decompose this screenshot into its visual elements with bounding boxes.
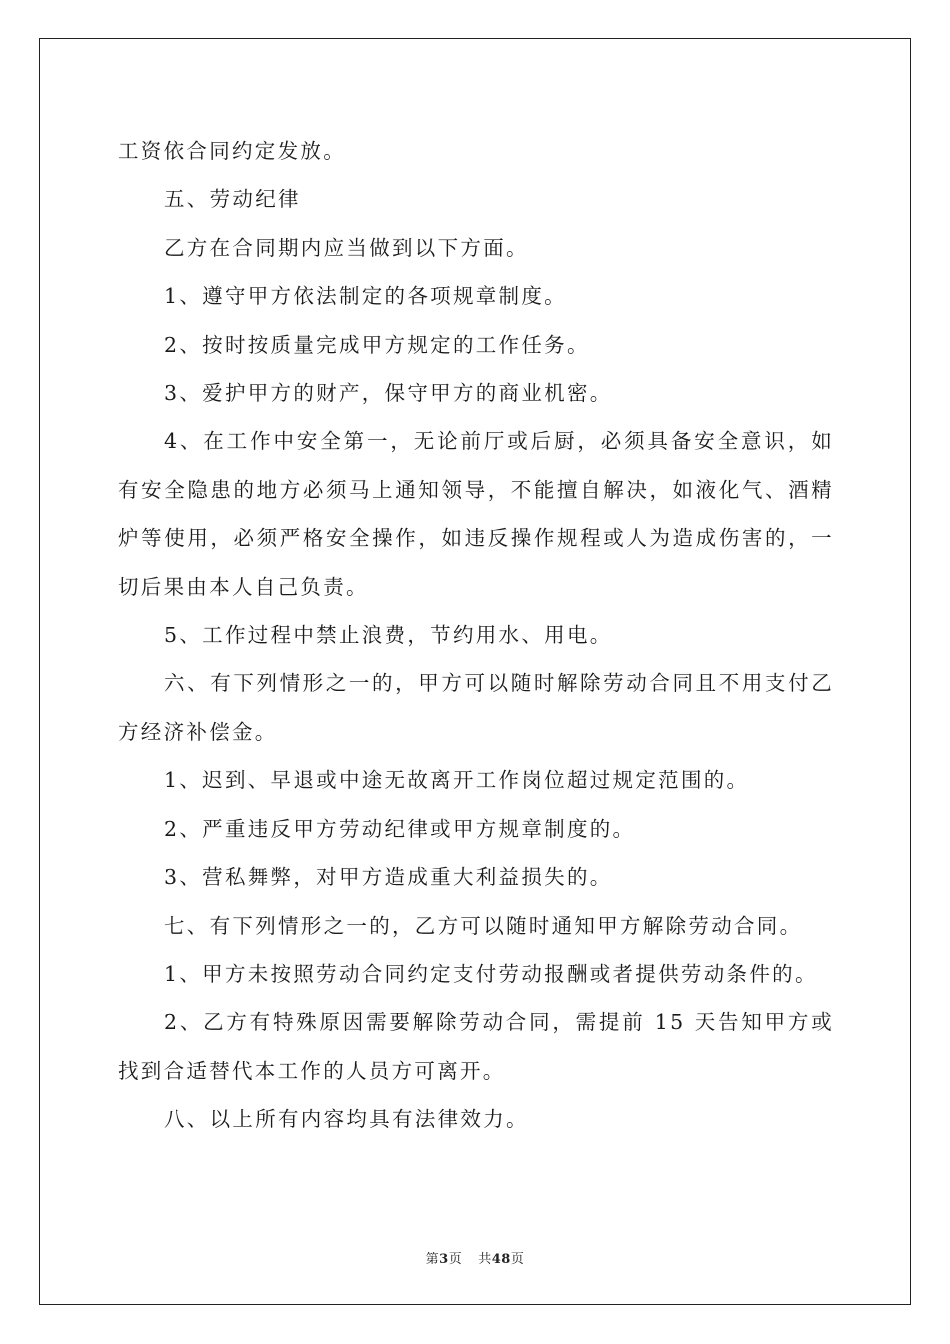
list-item: 4、在工作中安全第一，无论前厅或后厨，必须具备安全意识，如有安全隐患的地方必须马上通知领导，不能擅自解决，如液化气、酒精炉等使用，必须严格安全操作，如违反操作规程或人为造成伤害的，一切后果由本人自己负责。	[118, 429, 834, 599]
paragraph: 乙方在合同期内应当做到以下方面。	[164, 235, 529, 260]
section-heading: 五、劳动纪律	[164, 187, 301, 212]
page-total-prefix: 共	[478, 1252, 492, 1267]
list-item: 3、爱护甲方的财产，保守甲方的商业机密。	[164, 381, 613, 406]
document-body	[118, 127, 834, 1144]
section-heading: 八、以上所有内容均具有法律效力。	[164, 1107, 529, 1132]
paragraph: 工资依合同约定发放。	[118, 139, 346, 163]
page-total-suffix: 页	[510, 1252, 525, 1267]
list-item: 1、迟到、早退或中途无故离开工作岗位超过规定范围的。	[164, 768, 750, 793]
page-number-prefix: 第	[425, 1252, 440, 1267]
list-item: 5、工作过程中禁止浪费，节约用水、用电。	[164, 623, 613, 648]
section-heading: 七、有下列情形之一的，乙方可以随时通知甲方解除劳动合同。	[164, 913, 803, 938]
page-number-total: 48	[491, 1252, 511, 1267]
page-number-suffix: 页	[448, 1252, 463, 1267]
list-item: 1、甲方未按照劳动合同约定支付劳动报酬或者提供劳动条件的。	[164, 961, 818, 986]
list-item: 3、营私舞弊，对甲方造成重大利益损失的。	[164, 865, 613, 890]
list-item: 1、遵守甲方依法制定的各项规章制度。	[164, 284, 567, 309]
list-item: 2、乙方有特殊原因需要解除劳动合同，需提前 15 天告知甲方或找到合适替代本工作的人员方可离开。	[118, 1010, 834, 1083]
page-number-current: 3	[439, 1252, 449, 1267]
list-item: 2、严重违反甲方劳动纪律或甲方规章制度的。	[164, 816, 636, 841]
section-heading: 六、有下列情形之一的，甲方可以随时解除劳动合同且不用支付乙方经济补偿金。	[118, 671, 834, 744]
list-item: 2、按时按质量完成甲方规定的工作任务。	[164, 332, 590, 357]
page-footer	[0, 1248, 950, 1267]
